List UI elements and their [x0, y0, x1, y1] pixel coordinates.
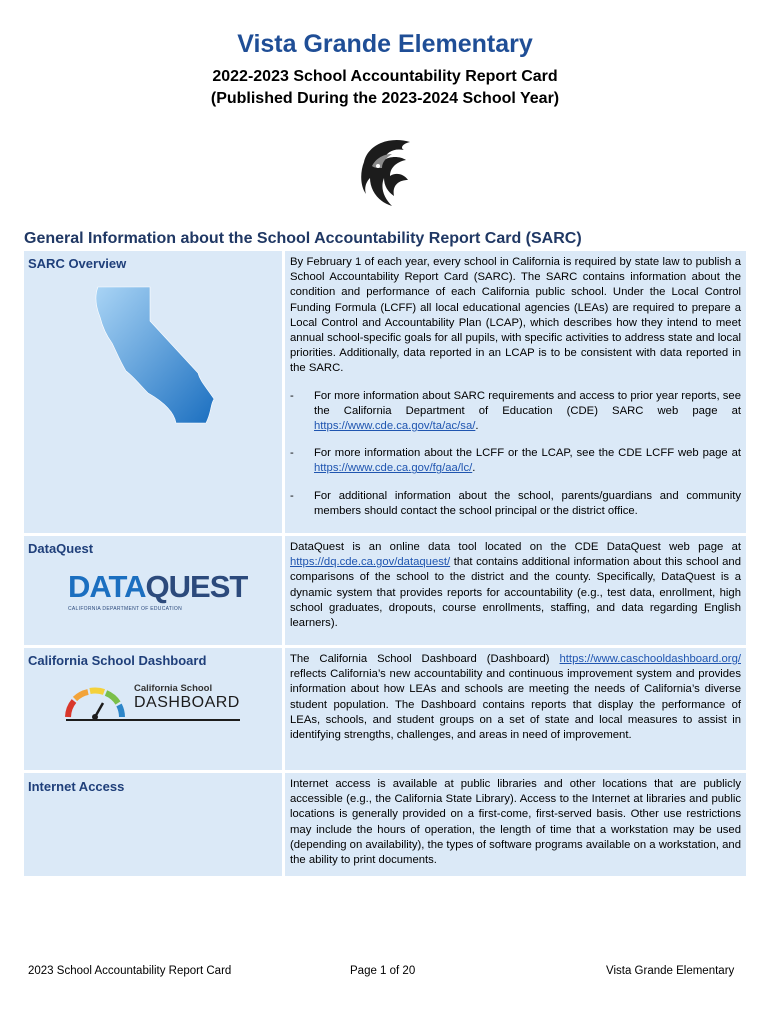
mustang-mascot-logo — [350, 132, 422, 212]
dataquest-logo-subtext: CALIFORNIA DEPARTMENT OF EDUCATION — [68, 606, 183, 612]
dashboard-text-before: The California School Dashboard (Dashboard) — [290, 653, 560, 665]
sarc-bullet-1-text: For more information about SARC requirements and access to prior year reports, see the California Department of Education (CDE) SARC web page at — [314, 389, 741, 417]
cell-dataquest-title — [24, 536, 282, 645]
dashboard-title: California School Dashboard — [28, 653, 207, 668]
school-name: Vista Grande Elementary — [237, 30, 533, 58]
sarc-bullet-3-text: For additional information about the school, parents/guardians and community members should contact the school principal or the district office. — [314, 489, 741, 517]
footer-left: 2023 School Accountability Report Card — [28, 965, 232, 977]
footer-right: Vista Grande Elementary — [606, 965, 735, 977]
dataquest-logo-q: Q — [145, 569, 169, 604]
dashboard-link[interactable]: https://www.caschooldashboard.org/ — [559, 653, 741, 665]
cell-internet-title — [24, 773, 282, 876]
sarc-info-table — [24, 251, 746, 879]
internet-access-title: Internet Access — [28, 779, 125, 794]
dashboard-text-after: reflects California’s new accountability and continuous improvement system and provides information about how LEAs and schools are meeting the needs of California’s diverse student population. The Dashboard contains reports that display the performance of LEAs, schools, and student groups on a set of state and local measures to assist in identifying strengths, challenges, and areas in need of improvement. — [290, 668, 741, 742]
dashboard-logo-line1: California School — [134, 683, 213, 694]
cell-dashboard-text — [285, 648, 746, 770]
report-title-line2: (Published During the 2023-2024 School Year) — [210, 90, 560, 107]
dashboard-logo-line2: DASHBOARD — [134, 694, 240, 711]
report-title-line1: 2022-2023 School Accountability Report Card — [212, 68, 558, 85]
dataquest-logo-ata: ATA — [89, 569, 146, 604]
row-sarc-overview — [24, 251, 746, 533]
footer-page-number: Page 1 of 20 — [350, 965, 416, 977]
cell-sarc-overview-text — [285, 251, 746, 533]
row-dataquest — [24, 536, 746, 645]
dataquest-logo-d: D — [68, 569, 90, 604]
bullet-dash: - — [290, 489, 294, 502]
cell-sarc-overview-title — [24, 251, 282, 533]
dataquest-text-after: that contains additional information about this school and comparisons of the school to the district and the county. Specifically, DataQuest is a dynamic system that provides reports for accountability (e.g., test data, enrollment, high school graduates, dropouts, course enrollments, staffing, and data regarding English learners). — [290, 556, 741, 630]
dataquest-link[interactable]: https://dq.cde.ca.gov/dataquest/ — [290, 556, 451, 569]
california-map-icon — [90, 281, 220, 431]
sarc-bullet-1 — [290, 389, 741, 435]
cell-dataquest-text — [285, 536, 746, 645]
row-internet-access — [24, 773, 746, 876]
row-dashboard — [24, 648, 746, 770]
bullet-period: . — [475, 420, 479, 433]
sarc-link[interactable]: https://www.cde.ca.gov/ta/ac/sa/ — [314, 420, 476, 433]
bullet-period: . — [472, 462, 476, 475]
sarc-overview-title: SARC Overview — [28, 256, 127, 271]
internet-access-text: Internet access is available at public libraries and other locations that are publicly accessible (e.g., the California State Library). Access to the Internet at libraries and public locations is generally provided on a first-come, first-served basis. Other use restrictions may include the hours of operation, the length of time that a workstation may be used (depending on availability), the types of software programs available on a workstation, and the ability to print documents. — [290, 778, 741, 867]
sarc-bullet-2-text: For more information about the LCFF or the LCAP, see the CDE LCFF web page at — [314, 447, 741, 460]
section-heading: General Information about the School Accountability Report Card (SARC) — [24, 230, 582, 247]
lcff-link[interactable]: https://www.cde.ca.gov/fg/aa/lc/ — [314, 462, 473, 475]
bullet-dash: - — [290, 389, 294, 402]
bullet-dash: - — [290, 447, 294, 460]
sarc-overview-intro: By February 1 of each year, every school in California is required by state law to publish a School Accountability Report Card (SARC). The SARC contains information about the condition and performance of each California public school. Under the Local Control Funding Formula (LCFF) all local educational agencies (LEAs) are required to prepare a Local Control and Accountability Plan (LCAP), which describes how they intend to meet annual school-specific goals for all pupils, with specific activities to address state and local priorities. Additionally, data reported in an LCAP is to be consistent with data reported in the SARC. — [290, 256, 741, 375]
dataquest-logo — [68, 569, 248, 620]
dataquest-text-before: DataQuest is an online data tool located on the CDE DataQuest web page at — [290, 541, 741, 553]
sarc-bullet-2 — [290, 446, 741, 476]
dataquest-title: DataQuest — [28, 541, 94, 556]
sarc-bullet-3 — [290, 489, 741, 519]
dataquest-logo-uest: UEST — [168, 569, 248, 604]
report-title — [0, 66, 770, 110]
cell-dashboard-title — [24, 648, 282, 770]
cell-internet-text — [285, 773, 746, 876]
